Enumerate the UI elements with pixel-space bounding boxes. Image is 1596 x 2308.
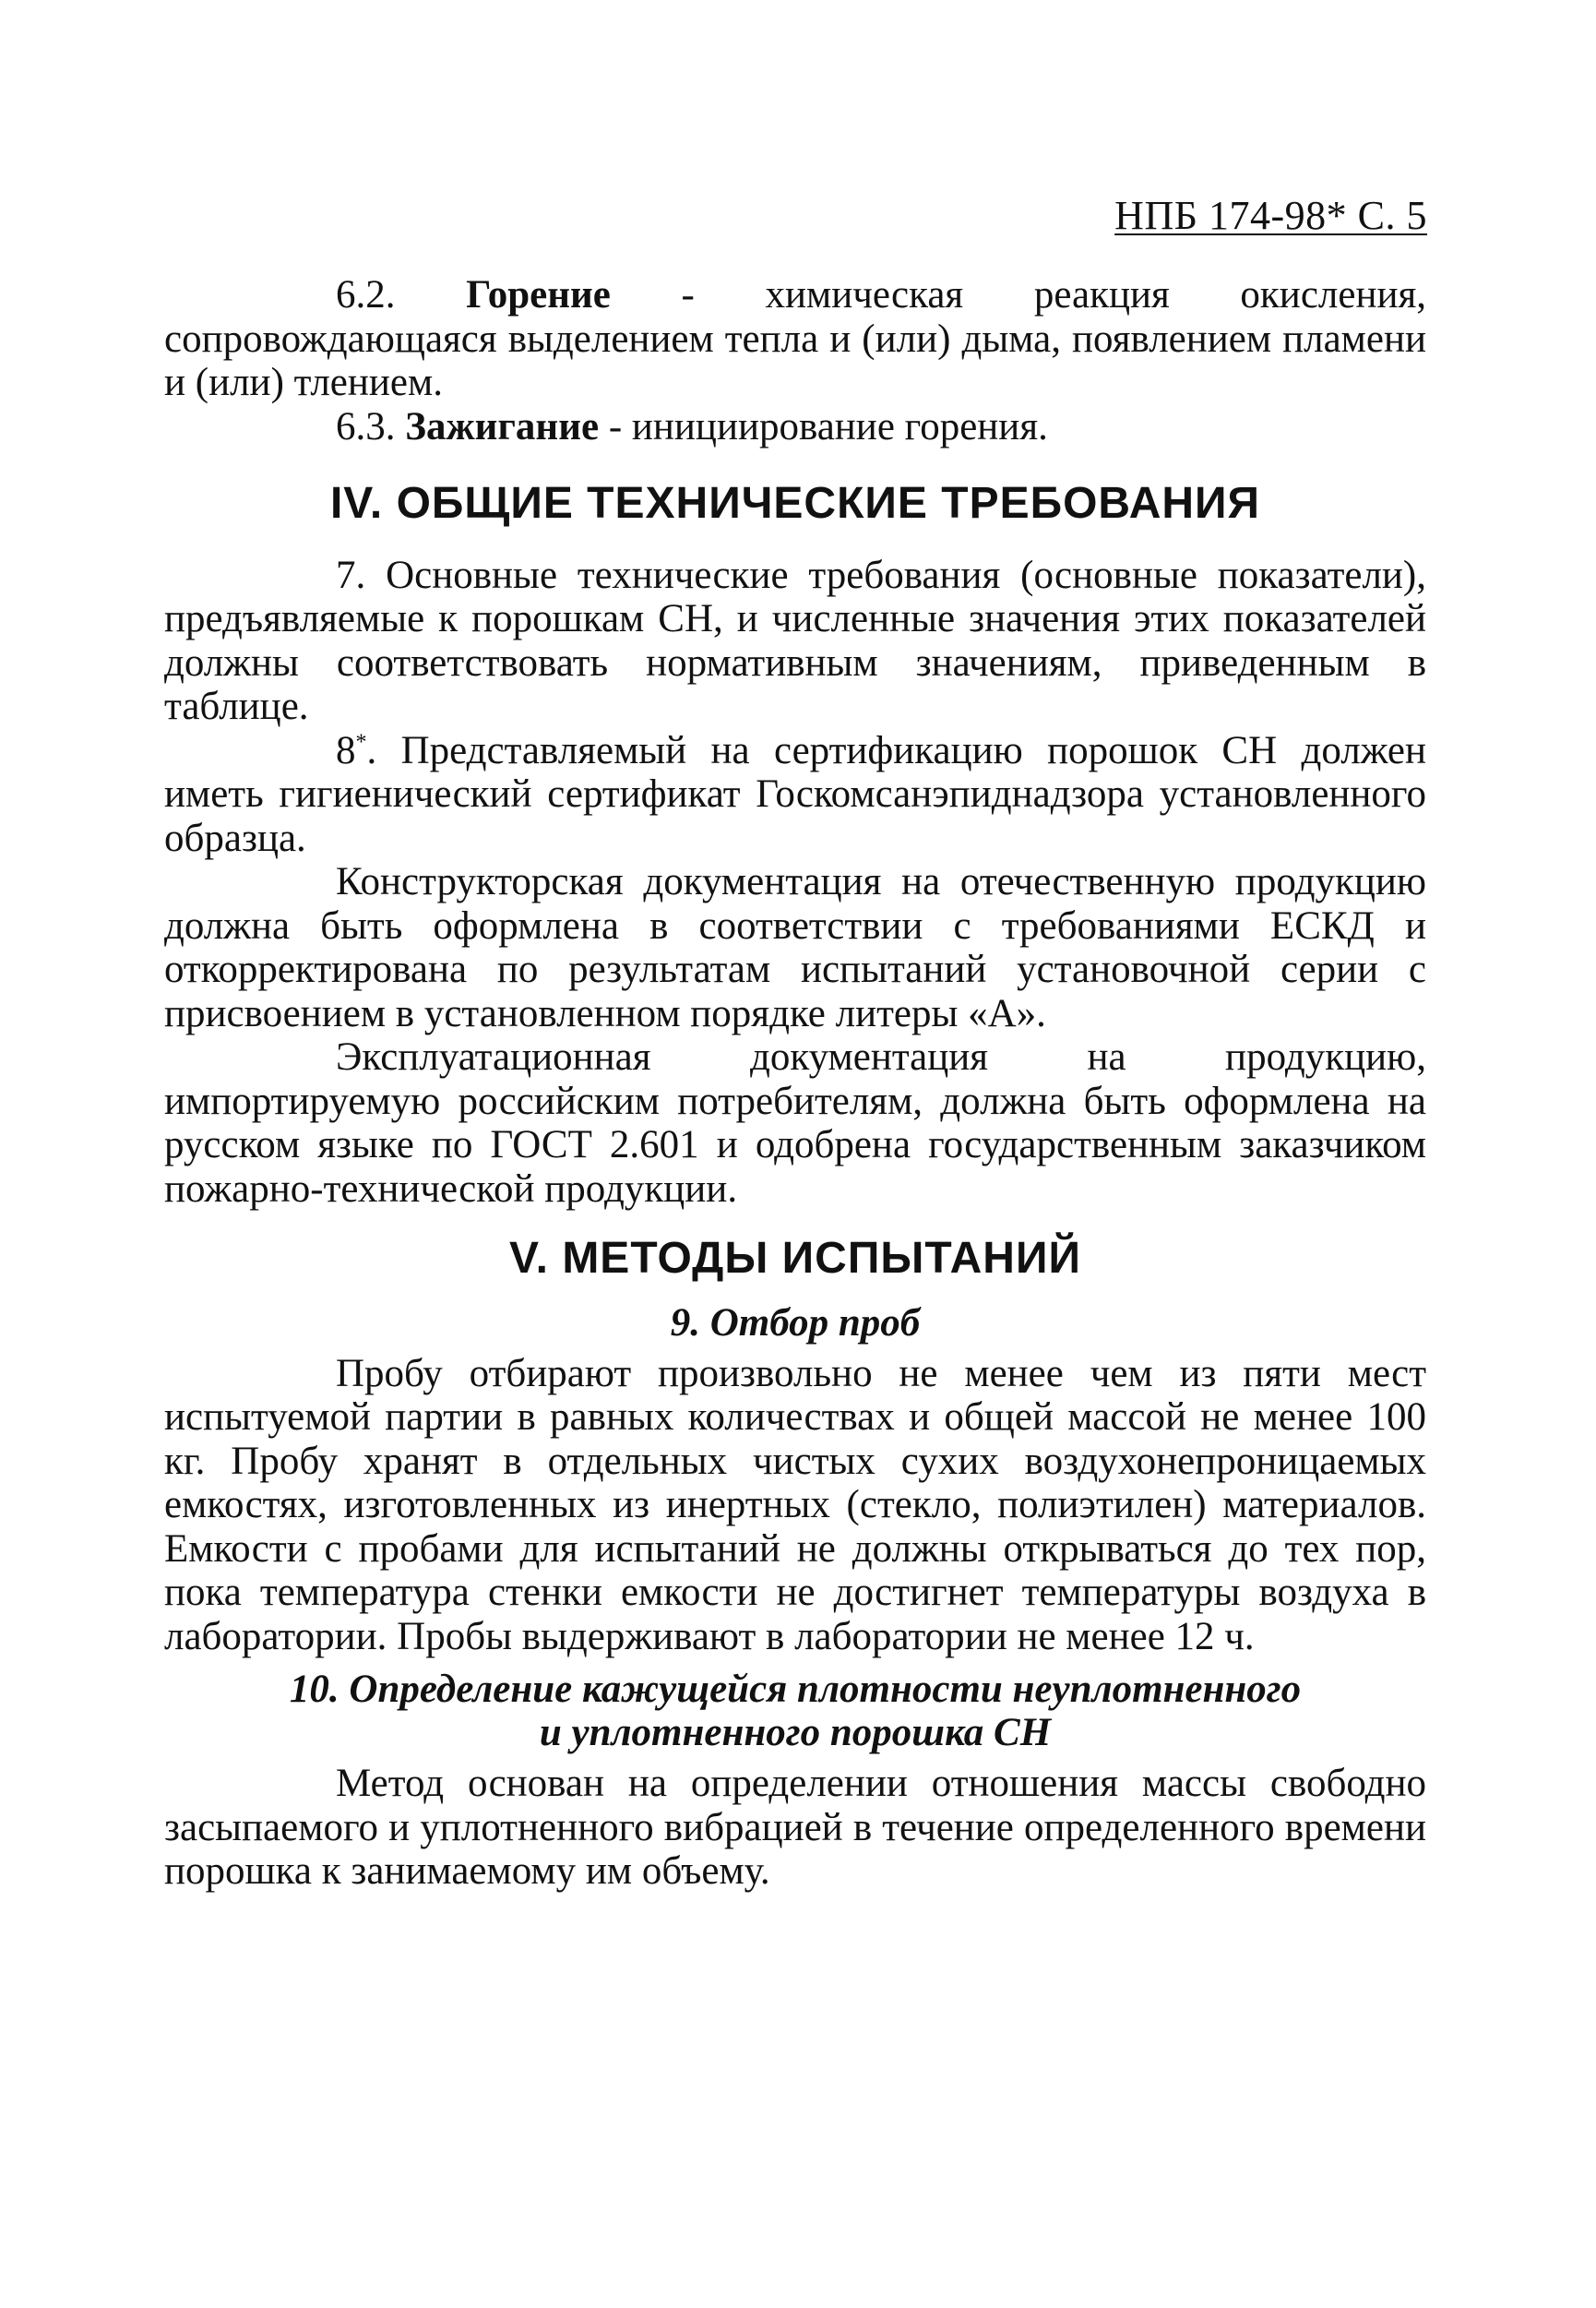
- paragraph-7: 7. Основные технические требования (основные показатели), предъявляемые к порошкам СН, и численные значения этих показателей должны соответствовать нормативным значениям, приведенным в таблице.: [164, 553, 1426, 728]
- clause-number: 8: [336, 728, 356, 772]
- term-combustion: Горение: [466, 273, 611, 317]
- clause-number: 6.2.: [336, 273, 467, 317]
- paragraph-8-operation-docs: Эксплуатационная документация на продукцию, импортируемую российским потребителям, должна быть оформлена на русском языке по ГОСТ 2.601 и одобрена государственным заказчиком пожарно-технической продукции.: [164, 1035, 1426, 1211]
- section-heading-iv: IV. ОБЩИЕ ТЕХНИЧЕСКИЕ ТРЕБОВАНИЯ: [329, 479, 1261, 528]
- subsection-heading-9: 9. Отбор проб: [670, 1300, 921, 1345]
- paragraph-6-2: [164, 273, 1426, 405]
- subsection-heading-10: [164, 1668, 1426, 1754]
- paragraph-8: [164, 729, 1426, 861]
- heading-line-1: 10. Определение кажущейся плотности неуплотненного: [289, 1668, 1302, 1711]
- page-header: НПБ 174-98* С. 5: [1114, 193, 1427, 238]
- page-body: [164, 273, 1426, 1894]
- section-heading-v: V. МЕТОДЫ ИСПЫТАНИЙ: [509, 1234, 1081, 1283]
- paragraph-9: Пробу отбирают произвольно не менее чем из пяти мест испытуемой партии в равных количествах и общей массой не менее 100 кг. Пробу хранят в отдельных чистых сухих воздухонепроницаемых емкостях, изготовленных из инертных (стекло, полиэтилен) материалов. Емкости с пробами для испытаний не должны открываться до тех пор, пока температура стенки емкости не достигнет температуры воздуха в лаборатории. Пробы выдерживают в лаборатории не менее 12 ч.: [164, 1351, 1426, 1658]
- term-ignition: Зажигание: [405, 404, 600, 448]
- heading-line-2: и уплотненного порошка СН: [539, 1711, 1052, 1754]
- paragraph-6-3: [164, 405, 1426, 449]
- paragraph-8-design-docs: Конструкторская документация на отечественную продукцию должна быть оформлена в соответствии с требованиями ЕСКД и откорректирована по результатам испытаний установочной серии с присвоением в установленном порядке литеры «А».: [164, 860, 1426, 1035]
- clause-number: 6.3.: [336, 404, 406, 448]
- paragraph-10: Метод основан на определении отношения массы свободно засыпаемого и уплотненного вибрацией в течение определенного времени порошка к занимаемому им объему.: [164, 1762, 1426, 1893]
- definition-text: - инициирование горения.: [599, 404, 1048, 448]
- asterisk-mark: *: [355, 730, 367, 755]
- definition-text: - химическая реакция окисления, сопровождающаяся выделением тепла и (или) дыма, появлением пламени и (или) тлением.: [164, 273, 1426, 404]
- paragraph-text: . Представляемый на сертификацию порошок СН должен иметь гигиенический сертификат Госкомсанэпиднадзора установленного образца.: [164, 728, 1426, 860]
